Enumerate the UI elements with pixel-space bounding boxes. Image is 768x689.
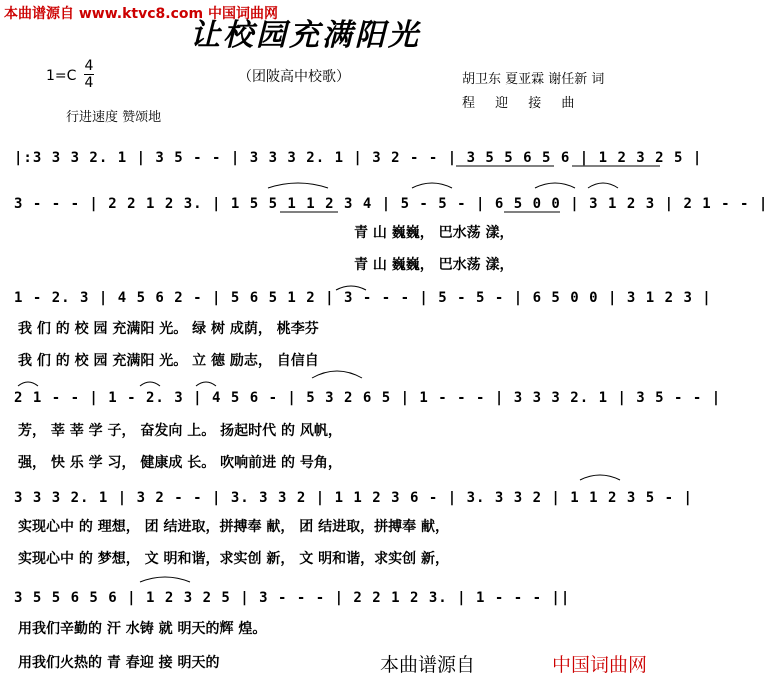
key-signature: 1=C [46,68,77,84]
slur-mark [140,577,190,582]
system-3-lyrics-verse-2: 我 们 的 校 园 充满阳 光。 立 德 励志， 自信自 [18,353,319,369]
system-4-lyrics-verse-2: 强， 快 乐 学 习， 健康成 长。 吹响前进 的 号角， [18,455,342,471]
system-6-notes: 3 5 5 6 5 6 | 1 2 3 2 5 | 3 - - - | 2 2 1 2 3. | 1 - - - || [14,590,571,606]
system-6-lyrics-verse-1: 用我们辛勤的 汗 水铸 就 明天的辉 煌。 [18,621,267,637]
lyricists-credit: 胡卫东 夏亚霖 谢任新 词 [462,72,605,87]
slur-mark [18,382,38,386]
slur-mark [535,183,575,188]
system-5-lyrics-verse-1: 实现心中 的 理想， 团 结进取，拼搏奉 献， 团 结进取，拼搏奉 献， [18,519,449,535]
system-2-lyrics-verse-1: 青 山 巍巍， 巴水荡 漾， [354,225,514,241]
song-title: 让校园充满阳光 [190,18,421,53]
slur-mark [140,382,160,386]
system-1-notes: |:3 3 3 2. 1 | 3 5 - - | 3 3 3 2. 1 | 3 2 - - | 3 5 5 6 5 6 | 1 2 3 2 5 | [14,150,703,166]
time-signature-top: 4 [84,58,94,74]
slur-mark [412,183,452,188]
time-signature-bottom: 4 [84,75,94,91]
system-3-lyrics-verse-1: 我 们 的 校 园 充满阳 光。 绿 树 成荫， 桃李芬 [18,321,319,337]
slur-mark [268,183,328,188]
system-5-notes: 3 3 3 2. 1 | 3 2 - - | 3. 3 3 2 | 1 1 2 3 6 - | 3. 3 3 2 | 1 1 2 3 5 - | [14,490,693,506]
system-2-lyrics-verse-2: 青 山 巍巍， 巴水荡 漾， [354,257,514,273]
slur-mark [336,286,366,290]
system-6-lyrics-verse-2: 用我们火热的 青 春迎 接 明天的 [18,655,220,671]
slur-mark [588,183,618,188]
subtitle: （团陂高中校歌） [238,69,350,85]
system-3-notes: 1 - 2. 3 | 4 5 6 2 - | 5 6 5 1 2 | 3 - - - | 5 - 5 - | 6 5 0 0 | 3 1 2 3 | [14,290,712,306]
composer-credit: 程 迎 接 曲 [462,96,583,111]
system-5-lyrics-verse-2: 实现心中 的 梦想， 文 明和谐，求实创 新， 文 明和谐，求实创 新， [18,551,449,567]
watermark-bottom-right: 中国词曲网 [552,654,648,676]
slur-mark [312,371,362,378]
slur-mark [196,382,216,386]
tempo-marking: 行进速度 赞颂地 [66,110,162,125]
system-4-notes: 2 1 - - | 1 - 2. 3 | 4 5 6 - | 5 3 2 6 5 | 1 - - - | 3 3 3 2. 1 | 3 5 - - | [14,390,722,406]
watermark-bottom-left: 本曲谱源自 [380,654,476,676]
slur-mark [580,475,620,480]
watermark-top: 本曲谱源自 www.ktvc8.com 中国词曲网 [4,6,278,22]
system-4-lyrics-verse-1: 芳， 莘 莘 学 子， 奋发向 上。 扬起时代 的 风帆， [18,423,342,439]
system-2-notes: 3 - - - | 2 2 1 2 3. | 1 5 5 1 1 2 3 4 | 5 - 5 - | 6 5 0 0 | 3 1 2 3 | 2 1 - - | [14,196,768,212]
